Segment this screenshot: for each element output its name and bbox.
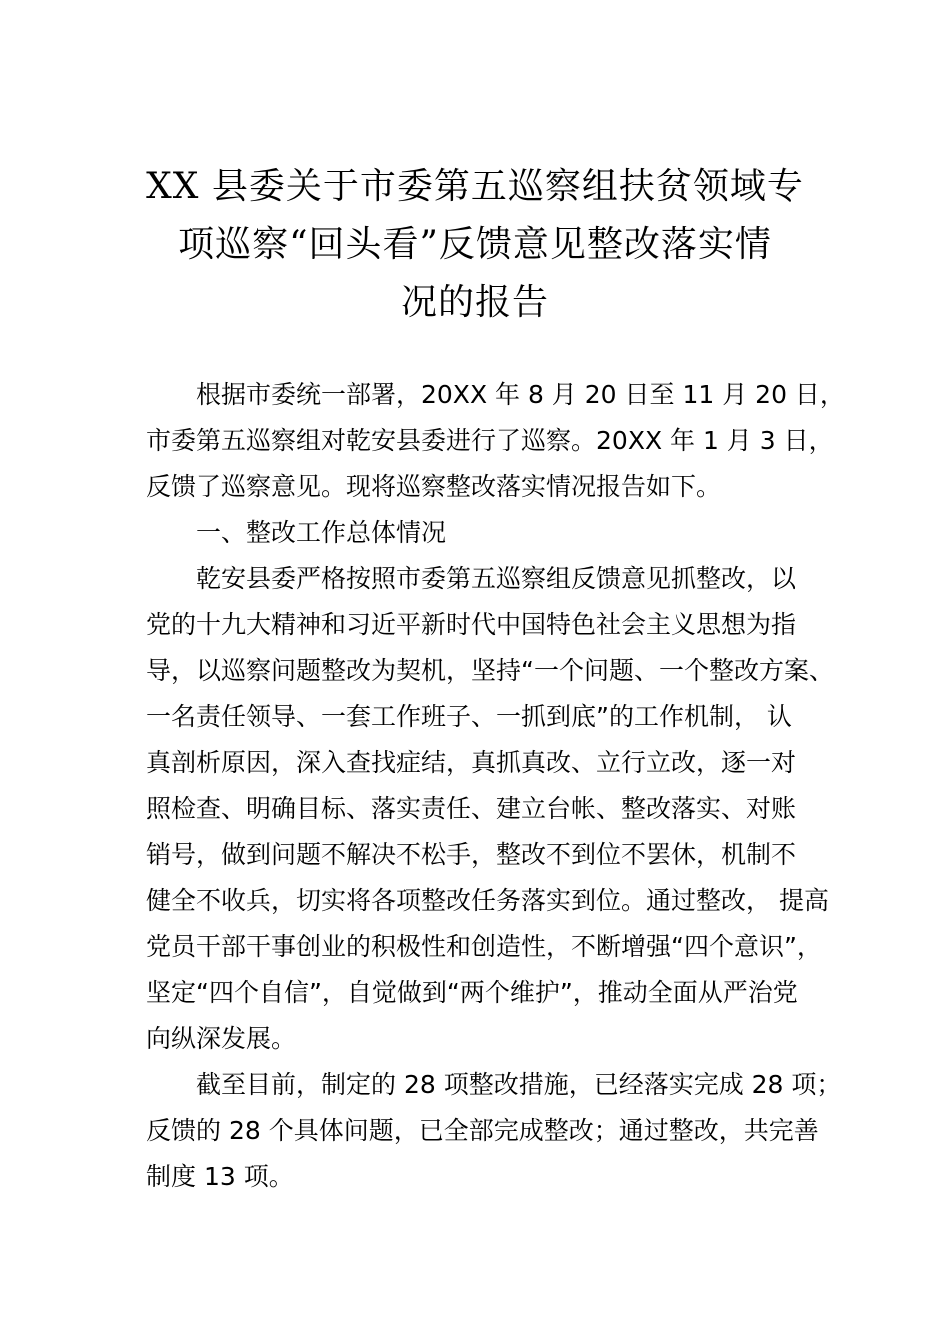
text-line: 党的十九大精神和习近平新时代中国特色社会主义思想为指 bbox=[146, 610, 797, 639]
paragraph-progress bbox=[146, 1062, 842, 1200]
text-line: 真剖析原因，深入查找症结，真抓真改、立行立改，逐一对 bbox=[146, 748, 797, 777]
text-line: 截至目前，制定的 28 项整改措施，已经落实完成 28 项； bbox=[196, 1070, 842, 1099]
paragraph-intro bbox=[146, 372, 845, 510]
text-line: 导，以巡察问题整改为契机，坚持“一个问题、一个整改方案、 bbox=[146, 656, 834, 685]
text-line: 向纵深发展。 bbox=[146, 1024, 297, 1053]
text-line: 制度 13 项。 bbox=[146, 1162, 294, 1191]
heading-text: 一、整改工作总体情况 bbox=[196, 518, 447, 547]
text-line: 反馈的 28 个具体问题，已全部完成整改；通过整改，共完善 bbox=[146, 1116, 819, 1145]
text-line: 党员干部干事创业的积极性和创造性，不断增强“四个意识”， bbox=[146, 932, 822, 961]
text-line: 市委第五巡察组对乾安县委进行了巡察。20XX 年 1 月 3 日， bbox=[146, 426, 834, 455]
title-line: 项巡察“回头看”反馈意见整改落实情 bbox=[178, 224, 772, 265]
text-line: 一名责任领导、一套工作班子、一抓到底”的工作机制， 认 bbox=[146, 702, 792, 731]
text-line: 销号，做到问题不解决不松手，整改不到位不罢休，机制不 bbox=[146, 840, 797, 869]
text-line: 乾安县委严格按照市委第五巡察组反馈意见抓整改，以 bbox=[196, 564, 797, 593]
report-body bbox=[146, 372, 845, 1200]
paragraph-overview bbox=[146, 556, 836, 1062]
section-heading bbox=[146, 510, 836, 556]
report-title bbox=[140, 158, 810, 332]
text-line: 根据市委统一部署，20XX 年 8 月 20 日至 11 月 20 日， bbox=[196, 380, 845, 409]
text-line: 健全不收兵，切实将各项整改任务落实到位。通过整改， 提高 bbox=[146, 886, 829, 915]
title-line: XX 县委关于市委第五巡察组扶贫领域专 bbox=[146, 166, 804, 207]
text-line: 坚定“四个自信”，自觉做到“两个维护”，推动全面从严治党 bbox=[146, 978, 798, 1007]
text-line: 反馈了巡察意见。现将巡察整改落实情况报告如下。 bbox=[146, 472, 722, 501]
title-line: 况的报告 bbox=[400, 282, 549, 323]
text-line: 照检查、明确目标、落实责任、建立台帐、整改落实、对账 bbox=[146, 794, 797, 823]
